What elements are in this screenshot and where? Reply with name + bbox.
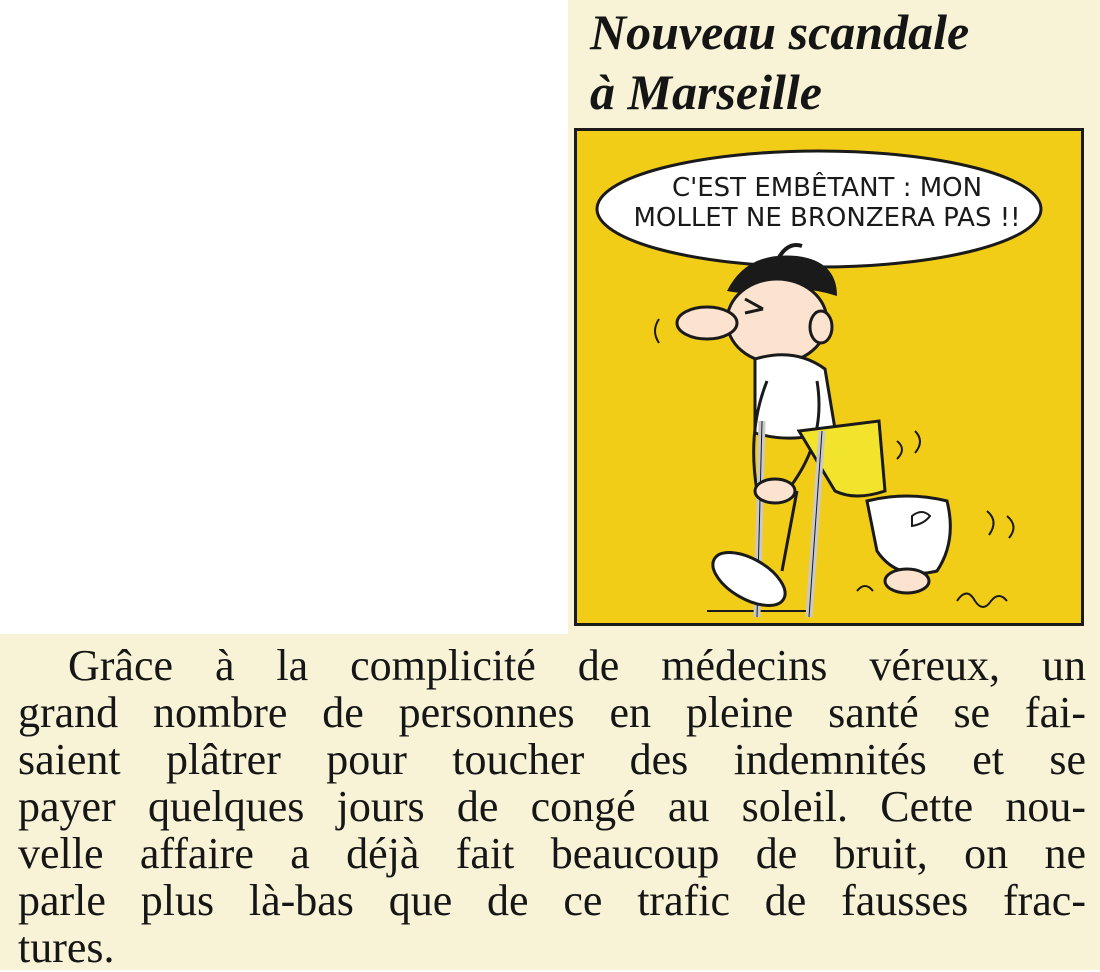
headline-line-1: Nouveau scandale — [590, 4, 970, 60]
body-line-3: saient plâtrer pour toucher des indemnités et se — [18, 735, 1086, 784]
article-body — [18, 642, 1086, 971]
speech-bubble-text — [617, 173, 1037, 233]
body-line-2: grand nombre de personnes en pleine santé se fai- — [18, 688, 1086, 737]
body-line-6: parle plus là-bas que de ce trafic de fausses frac- — [18, 876, 1086, 925]
cartoon-panel — [574, 128, 1084, 626]
body-line-7: tures. — [18, 923, 115, 972]
body-line-4: payer quelques jours de congé au soleil. Cette nou- — [18, 782, 1086, 831]
body-line-5: velle affaire a déjà fait beaucoup de bruit, on ne — [18, 829, 1086, 878]
signature-scribble — [957, 594, 1007, 608]
speech-line-2: MOLLET NE BRONZERA PAS !! — [633, 203, 1021, 233]
character-figure — [677, 245, 950, 617]
article-headline — [590, 2, 1090, 122]
headline-line-2: à Marseille — [590, 64, 822, 120]
speech-line-1: C'EST EMBÊTANT : MON — [671, 173, 983, 203]
body-line-1: Grâce à la complicité de médecins véreux, un — [68, 641, 1086, 690]
